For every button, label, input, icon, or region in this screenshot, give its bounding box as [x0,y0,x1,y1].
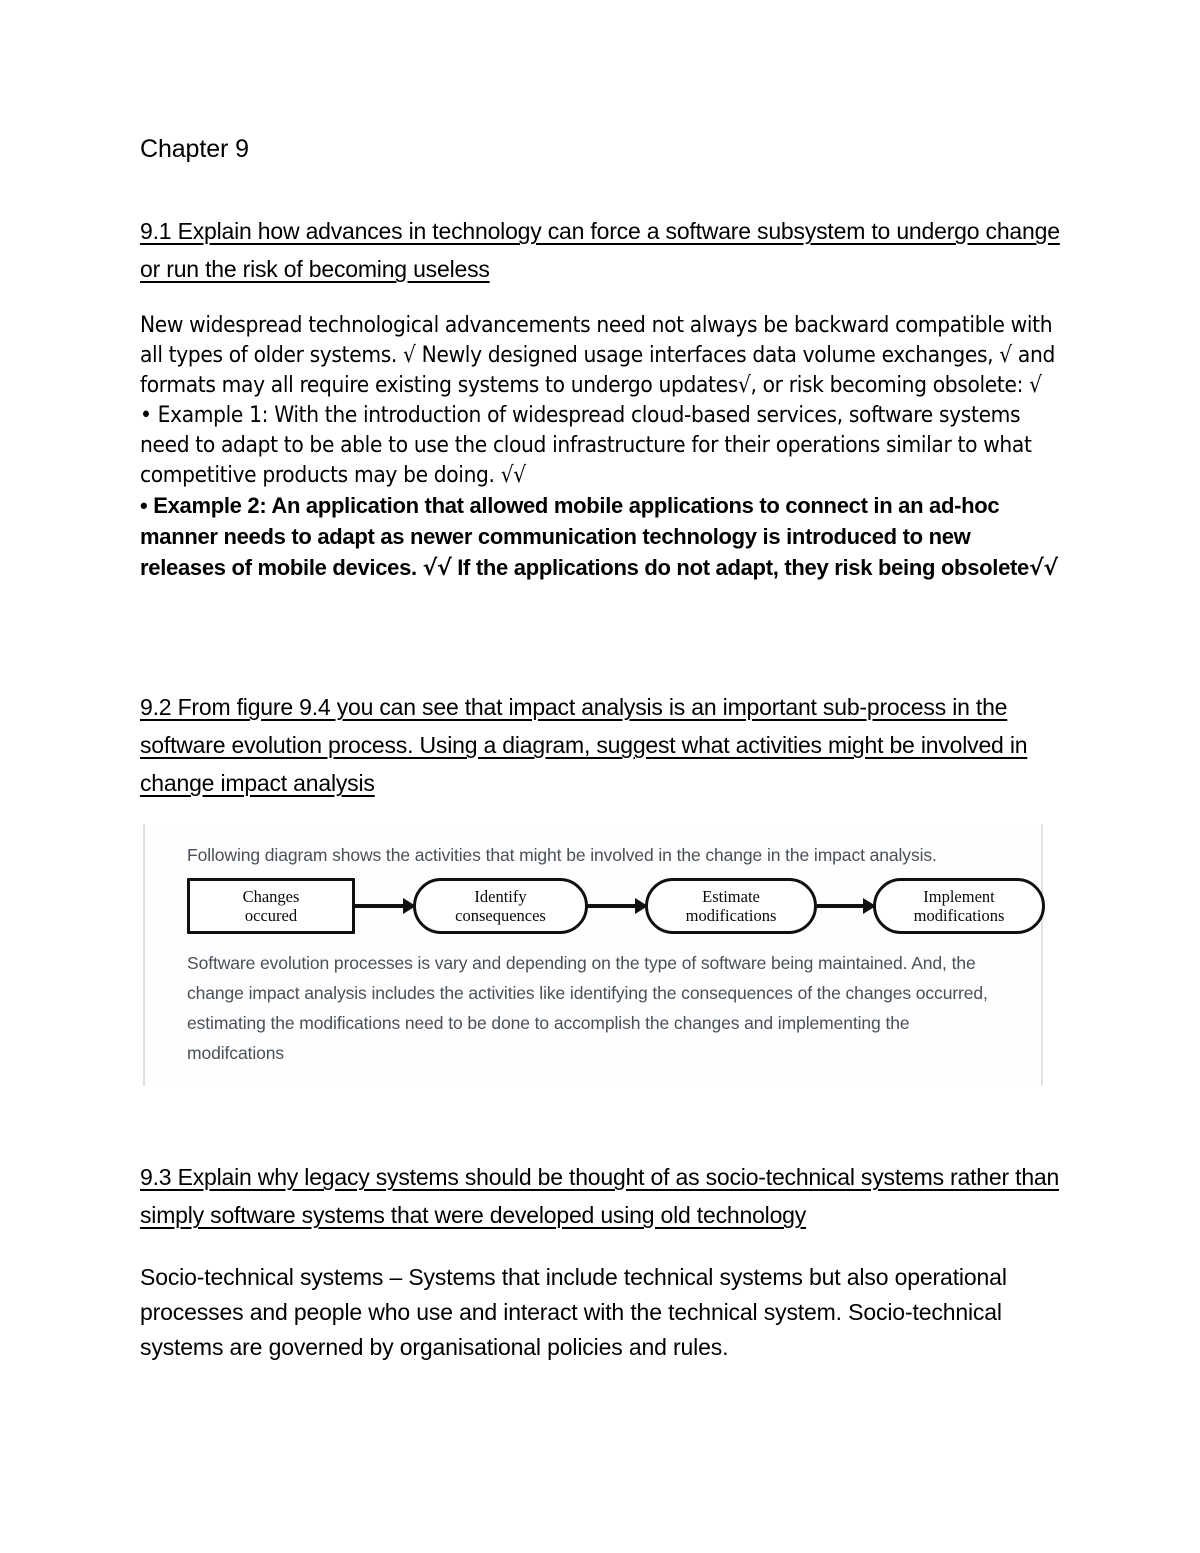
check-mark-glyph-3: √ [737,372,751,398]
check-mark-glyph-1: √ [403,342,416,368]
spacer [140,1086,1060,1158]
embedded-answer-image [143,824,1043,1086]
paragraph-text-a: New widespread technological advancements need not always be backward compatible with all types of older systems. [140,312,1053,368]
check-mark-glyph-6: √√ [422,556,452,581]
flow-node-line-1: Implement [923,887,995,906]
question-9-1-heading: 9.1 Explain how advances in technology can force a software subsystem to undergo change or run the risk of becoming useless [140,218,1060,282]
flow-arrow-3-icon [817,904,873,908]
flow-node-line-2: consequences [455,906,546,925]
spacer [140,288,1060,310]
flow-node-estimate-modifications [645,878,817,934]
flow-node-line-2: occured [244,906,298,925]
paragraph-text-c: and formats may all require existing systems to undergo updates [140,342,1055,398]
example-2-bullet [140,490,1060,584]
embedded-caption-bottom: Software evolution processes is vary and depending on the type of software being maintained. And, the change impact analysis includes the activities like identifying the consequences of the changes occurred, estimating the modifications need to be done to accomplish the changes and implementing the modifcations [187,953,988,1063]
document-content [140,132,1060,1365]
flow-arrow-2-icon [588,904,645,908]
spacer [140,802,1060,824]
check-mark-glyph-5: √√ [500,462,526,488]
example-2-text-b: If the applications do not adapt, they risk being obsolete [451,555,1029,580]
spacer [140,584,1060,688]
flow-node-line-1: Changes [242,887,300,906]
flow-node-changes-occured [187,878,355,934]
question-9-2-heading: 9.2 From figure 9.4 you can see that impact analysis is an important sub-process in the software evolution process. Using a diagram, suggest what activities might be involved in change impact analysis [140,694,1028,796]
question-9-3-heading: 9.3 Explain why legacy systems should be thought of as socio-technical systems rather than simply software systems that were developed using old technology [140,1164,1060,1228]
check-mark-glyph-4: √ [1029,372,1042,398]
flow-node-line-2: modifications [913,906,1005,925]
flow-node-line-2: modifications [685,906,777,925]
question-9-1-paragraph [140,310,1060,400]
check-mark-glyph-2: √ [999,342,1012,368]
example-1-bullet [140,400,1060,490]
question-9-3-answer: Socio-technical systems – Systems that include technical systems but also operational processes and people who use and interact with the technical system. Socio-technical systems are governed by organisational policies and rules. [140,1264,1007,1360]
paragraph-text-b: Newly designed usage interfaces data volume exchanges, [415,342,1000,368]
embedded-caption-top: Following diagram shows the activities that might be involved in the change in the impact analysis. [187,845,937,865]
flow-arrow-1-icon [355,904,413,908]
flow-node-line-1: Estimate [702,887,760,906]
flow-node-implement-modifications [873,878,1045,934]
paragraph-text-d: , or risk becoming obsolete: [750,372,1030,398]
flow-node-identify-consequences [413,878,588,934]
spacer [140,1234,1060,1260]
flow-node-line-1: Identify [474,887,527,906]
example-2-text: • Example 2: An application that allowed mobile applications to connect in an ad-hoc manner needs to adapt as newer communication technology is introduced to new releases of mobile devices. [140,493,1000,580]
example-1-text: • Example 1: With the introduction of widespread cloud-based services, software systems need to adapt to be able to use the cloud infrastructure for their operations similar to what competitive products may be doing. [140,402,1032,488]
change-impact-analysis-flow-diagram [187,878,1005,940]
check-mark-glyph-7: √√ [1028,556,1058,581]
page-title: Chapter 9 [140,135,249,163]
